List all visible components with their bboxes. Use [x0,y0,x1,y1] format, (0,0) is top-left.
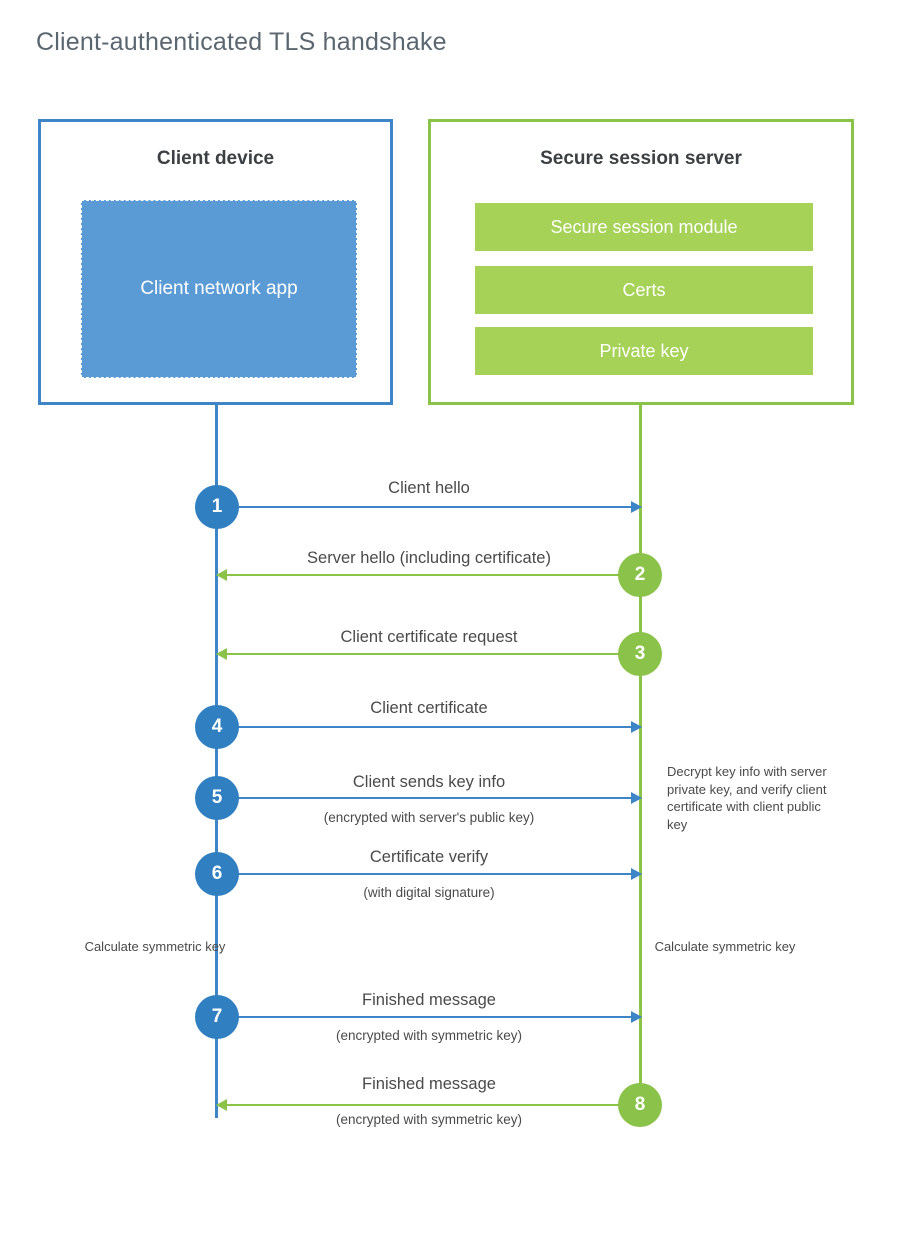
arrow-head-icon [216,648,227,660]
arrow-head-icon [216,1099,227,1111]
arrow-head-icon [631,868,642,880]
arrow-shaft [217,506,641,508]
note-server-decrypt: Decrypt key info with server private key, and verify client certificate with client public key [667,764,827,832]
arrow-head-icon [216,569,227,581]
arrow-shaft [217,797,641,799]
step-circle-5: 5 [195,776,239,820]
arrow-step-7 [217,1016,641,1018]
sublabel-step-5: (encrypted with server's public key) [323,810,535,825]
step-circle-2: 2 [618,553,662,597]
arrow-step-8 [217,1104,641,1106]
step-circle-3: 3 [618,632,662,676]
secure-session-server-box [428,119,854,405]
step-circle-6: 6 [195,852,239,896]
arrow-shaft [217,653,641,655]
arrow-shaft [217,1104,641,1106]
label-step-4: Client certificate [370,699,488,717]
step-circle-7: 7 [195,995,239,1039]
label-step-5: Client sends key info [352,773,506,791]
label-step-8: Finished message [362,1075,496,1093]
label-step-3: Client certificate request [340,628,518,646]
step-circle-4: 4 [195,705,239,749]
arrow-head-icon [631,1011,642,1023]
server-module-certs: Certs [475,266,813,314]
arrow-head-icon [631,721,642,733]
arrow-step-1 [217,506,641,508]
arrow-step-4 [217,726,641,728]
step-circle-8: 8 [618,1083,662,1127]
sublabel-step-6: (with digital signature) [363,885,495,900]
arrow-step-3 [217,653,641,655]
arrow-shaft [217,726,641,728]
arrow-step-5 [217,797,641,799]
client-network-app: Client network app [81,200,357,378]
label-step-2: Server hello (including certificate) [307,549,551,567]
label-step-1: Client hello [388,479,470,497]
note-server-calculate: Calculate symmetric key [654,939,796,954]
client-device-box [38,119,393,405]
page-title: Client-authenticated TLS handshake [36,28,447,56]
server-module-secure-session: Secure session module [475,203,813,251]
arrow-head-icon [631,792,642,804]
client-device-title: Client device [156,148,275,169]
arrow-shaft [217,1016,641,1018]
label-step-6: Certificate verify [369,848,489,866]
note-client-calculate: Calculate symmetric key [84,939,226,954]
label-step-7: Finished message [362,991,496,1009]
server-module-private-key: Private key [475,327,813,375]
step-circle-1: 1 [195,485,239,529]
arrow-step-6 [217,873,641,875]
sublabel-step-8: (encrypted with symmetric key) [335,1112,523,1127]
arrow-shaft [217,873,641,875]
arrow-head-icon [631,501,642,513]
arrow-shaft [217,574,641,576]
sublabel-step-7: (encrypted with symmetric key) [335,1028,523,1043]
arrow-step-2 [217,574,641,576]
secure-session-server-title: Secure session server [540,148,742,169]
